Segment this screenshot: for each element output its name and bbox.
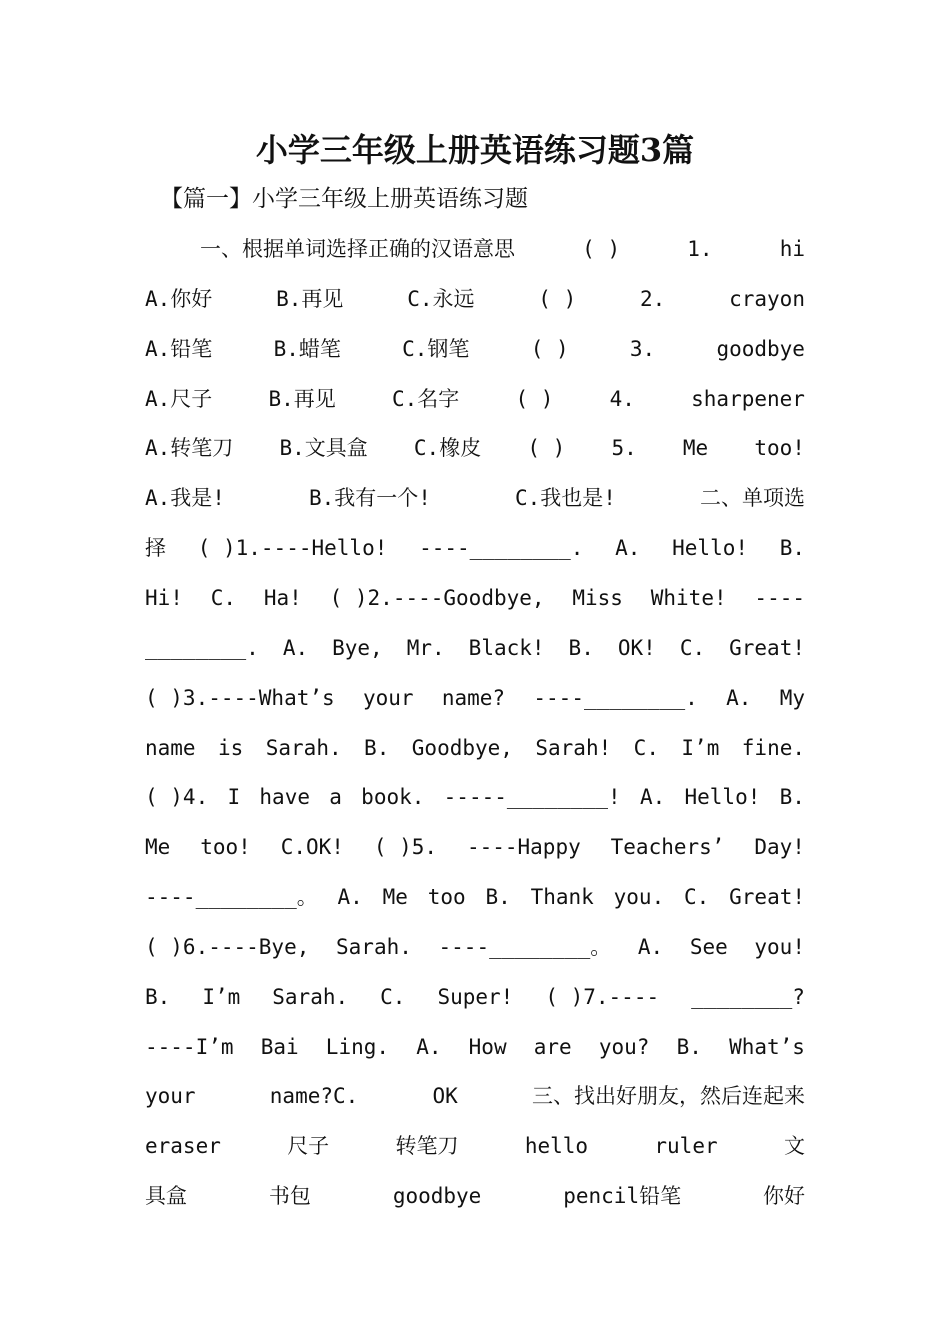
text-segment: 4.: [609, 387, 635, 411]
text-segment: ( ): [538, 287, 577, 311]
text-segment: C.永远: [407, 287, 475, 311]
text-segment: OK: [432, 1084, 458, 1108]
text-segment: Miss: [572, 586, 623, 610]
text-segment: 书包: [268, 1184, 311, 1208]
text-segment: goodbye: [716, 337, 805, 361]
text-segment: Great!: [729, 885, 805, 909]
text-segment: sharpener: [691, 387, 805, 411]
text-segment: Teachers’: [610, 835, 725, 859]
text-segment: Hi!: [145, 586, 183, 610]
text-segment: 具盒: [145, 1184, 187, 1208]
text-segment: C.: [210, 586, 237, 610]
text-segment: B.我有一个!: [309, 486, 431, 510]
text-segment: C.名字: [392, 387, 460, 411]
text-segment: ( )1.----Hello!: [197, 536, 388, 560]
text-line: [145, 332, 805, 366]
text-segment: too!: [200, 835, 251, 859]
text-line: [145, 631, 805, 665]
text-segment: A.: [282, 636, 309, 660]
text-segment: 5.: [611, 436, 637, 460]
text-segment: B.再见: [268, 387, 336, 411]
text-segment: Great!: [729, 636, 805, 660]
text-line: [145, 481, 805, 515]
document-title: 小学三年级上册英语练习题3篇: [255, 131, 695, 169]
text-segment: crayon: [729, 287, 805, 311]
text-segment: C.我也是!: [515, 486, 616, 510]
text-segment: B.: [779, 536, 805, 560]
text-segment: Sarah!: [535, 736, 612, 760]
text-segment: B.: [485, 885, 511, 909]
text-segment: White!: [650, 586, 727, 610]
text-segment: too!: [754, 436, 805, 460]
text-segment: 1.: [687, 237, 713, 261]
text-segment: too: [427, 885, 466, 909]
text-segment: A.转笔刀: [145, 436, 234, 460]
text-segment: A.尺子: [145, 387, 213, 411]
text-segment: C.钢笔: [402, 337, 470, 361]
text-segment: 一、根据单词选择正确的汉语意思: [200, 237, 515, 261]
text-segment: A.: [637, 935, 664, 959]
text-segment: ----________.: [533, 686, 698, 710]
text-line: [145, 930, 805, 964]
text-segment: fine.: [741, 736, 805, 760]
text-segment: is: [218, 736, 244, 760]
text-segment: name?C.: [269, 1084, 359, 1108]
text-line: [145, 431, 805, 465]
section-heading: 【篇一】小学三年级上册英语练习题: [160, 186, 528, 212]
text-segment: ----________。: [438, 935, 612, 959]
text-segment: A.: [726, 686, 752, 710]
text-segment: your: [362, 686, 414, 710]
text-segment: ----I’m: [145, 1035, 234, 1059]
text-segment: 二、单项选: [700, 486, 805, 510]
text-segment: Black!: [468, 636, 545, 660]
text-line: [200, 232, 805, 266]
text-line: [145, 880, 805, 914]
text-segment: ________.: [145, 636, 259, 660]
text-segment: Goodbye,: [411, 736, 513, 760]
text-segment: I: [227, 785, 241, 809]
text-segment: Me: [145, 835, 171, 859]
text-segment: ----Happy: [466, 835, 581, 859]
text-segment: A.铅笔: [145, 337, 213, 361]
text-segment: B.: [676, 1035, 702, 1059]
text-segment: 转笔刀: [395, 1134, 459, 1158]
text-segment: you!: [754, 935, 805, 959]
text-segment: ( )3.----What’s: [145, 686, 335, 710]
text-segment: B.文具盒: [279, 436, 368, 460]
text-line: [145, 731, 805, 765]
text-line: [145, 681, 805, 715]
text-segment: Super!: [437, 985, 514, 1009]
text-line: [145, 581, 805, 615]
text-segment: A.: [337, 885, 363, 909]
text-segment: Ha!: [263, 586, 302, 610]
text-segment: A.: [615, 536, 641, 560]
text-segment: Thank: [530, 885, 594, 909]
text-segment: you.: [613, 885, 665, 909]
text-segment: C.OK!: [280, 835, 344, 859]
text-line: [145, 780, 805, 814]
text-segment: pencil铅笔: [563, 1184, 682, 1208]
text-segment: ( )2.----Goodbye,: [329, 586, 545, 610]
text-segment: B.: [779, 785, 805, 809]
text-segment: ( ): [582, 237, 621, 261]
text-segment: My: [779, 686, 805, 710]
text-line: [145, 1179, 805, 1213]
text-segment: Hello!: [684, 785, 761, 809]
text-segment: B.蜡笔: [273, 337, 341, 361]
text-segment: B.: [568, 636, 594, 660]
text-segment: 你好: [763, 1184, 805, 1208]
text-line: [145, 382, 805, 416]
text-segment: ----________。: [145, 885, 318, 909]
text-line: [145, 830, 805, 864]
text-line: [145, 1030, 805, 1064]
text-segment: ----: [754, 586, 805, 610]
text-segment: book.: [361, 785, 425, 809]
text-segment: Me: [682, 436, 709, 460]
text-segment: ( )7.----: [545, 985, 660, 1009]
text-segment: Hello!: [672, 536, 748, 560]
text-segment: are: [533, 1035, 572, 1059]
text-segment: ( ): [515, 387, 554, 411]
text-segment: ( )6.----Bye,: [145, 935, 310, 959]
text-segment: a: [329, 785, 342, 809]
text-segment: Mr.: [406, 636, 445, 660]
text-segment: 三、找出好朋友，然后连起来: [532, 1084, 805, 1108]
text-segment: C.: [679, 636, 706, 660]
text-segment: Ling.: [325, 1035, 390, 1059]
text-segment: I’m: [202, 985, 241, 1009]
text-segment: name?: [441, 686, 506, 710]
text-segment: Bye,: [332, 636, 383, 660]
text-segment: Sarah.: [336, 935, 412, 959]
text-segment: A.我是!: [145, 486, 225, 510]
text-segment: OK!: [617, 636, 656, 660]
text-segment: 2.: [640, 287, 666, 311]
text-segment: 文: [783, 1134, 805, 1158]
text-segment: B.: [364, 736, 390, 760]
text-segment: Day!: [754, 835, 805, 859]
text-segment: ruler: [654, 1134, 718, 1158]
text-segment: ----________.: [419, 536, 584, 560]
text-line: [145, 531, 805, 565]
text-segment: ( )5.: [373, 835, 438, 859]
text-segment: A.: [639, 785, 666, 809]
text-segment: hi: [779, 237, 805, 261]
text-segment: -----________!: [443, 785, 621, 809]
text-segment: C.: [684, 885, 710, 909]
text-segment: goodbye: [392, 1184, 482, 1208]
text-segment: ________?: [691, 985, 805, 1009]
text-segment: I’m: [681, 736, 720, 760]
text-segment: you?: [598, 1035, 650, 1059]
text-segment: ( )4.: [145, 785, 209, 809]
text-segment: 择: [145, 536, 166, 560]
text-segment: Sarah.: [272, 985, 349, 1009]
text-segment: Me: [382, 885, 408, 909]
text-segment: Sarah.: [265, 736, 342, 760]
text-segment: 3.: [629, 337, 656, 361]
text-line: [145, 1079, 805, 1113]
text-line: [145, 1129, 805, 1163]
text-segment: name: [145, 736, 196, 760]
text-line: [145, 282, 805, 316]
text-segment: hello: [524, 1134, 589, 1158]
text-segment: B.再见: [276, 287, 344, 311]
text-segment: 尺子: [287, 1134, 330, 1158]
text-segment: Bai: [260, 1035, 299, 1059]
text-segment: have: [259, 785, 310, 809]
text-segment: C.橡皮: [413, 436, 482, 460]
text-segment: B.: [145, 985, 171, 1009]
text-segment: ( ): [527, 436, 566, 460]
text-segment: What’s: [729, 1035, 805, 1059]
text-segment: C.: [380, 985, 406, 1009]
text-segment: ( ): [530, 337, 569, 361]
text-segment: A.: [416, 1035, 442, 1059]
text-segment: See: [689, 935, 728, 959]
text-segment: A.你好: [145, 287, 213, 311]
text-segment: your: [145, 1084, 196, 1108]
text-segment: C.: [633, 736, 659, 760]
text-line: [145, 980, 805, 1014]
text-segment: eraser: [145, 1134, 221, 1158]
text-segment: How: [468, 1035, 507, 1059]
